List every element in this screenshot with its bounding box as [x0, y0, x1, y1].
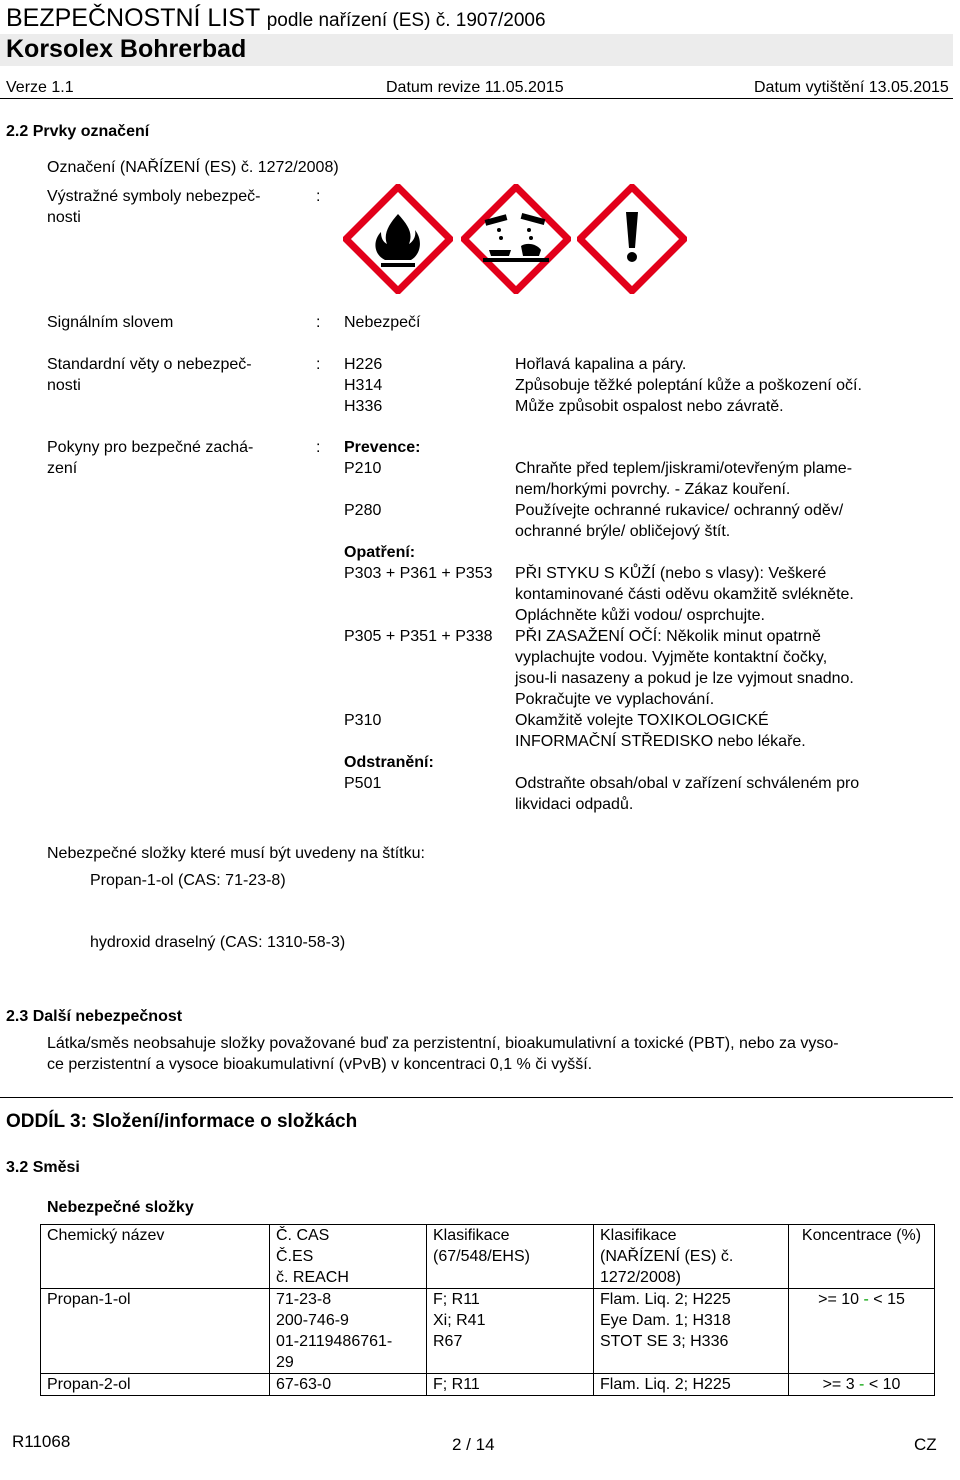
signal-word-label: Signálním slovem [47, 314, 174, 331]
hazard-text: Může způsobit ospalost nebo závratě. [515, 398, 784, 415]
footer-country: CZ [914, 1435, 937, 1454]
cell-text: 29 [276, 1354, 294, 1371]
cell-text: 200-746-9 [276, 1312, 349, 1329]
cell-text: F; R11 [433, 1291, 480, 1308]
p-text: vyplachujte vodou. Vyjměte kontaktní čočky, [515, 649, 828, 666]
header-text: Klasifikace [433, 1227, 510, 1244]
cell-text: Flam. Liq. 2; H225 [600, 1291, 731, 1308]
cell-cls67 [427, 1289, 594, 1374]
p-text: PŘI STYKU S KŮŽÍ (nebo s vlasy): Veškeré [515, 565, 827, 582]
pbt-line: Látka/směs neobsahuje složky považované buď za perzistentní, bioakumulativní a toxické (PBT), nebo za vyso- [47, 1035, 839, 1052]
p-code: P210 [344, 460, 382, 477]
p-code: P303 + P361 + P353 [344, 565, 493, 582]
cell-text: Flam. Liq. 2; H225 [600, 1376, 731, 1393]
print-date: Datum vytištění 13.05.2015 [754, 79, 949, 96]
labelling-subheading: Označení (NAŘÍZENÍ (ES) č. 1272/2008) [47, 159, 339, 176]
p-text: Používejte ochranné rukavice/ ochranný oděv/ [515, 502, 844, 519]
colon: : [316, 356, 321, 373]
header-text: Klasifikace [600, 1227, 677, 1244]
hazard-text: Způsobuje těžké poleptání kůže a poškození očí. [515, 377, 862, 394]
conc-dash: - [859, 1376, 865, 1393]
hazard-code: H314 [344, 377, 383, 394]
p-text: PŘI ZASAŽENÍ OČÍ: Několik minut opatrně [515, 628, 821, 645]
label-components-heading: Nebezpečné složky které musí být uvedeny na štítku: [47, 845, 425, 862]
p-text: Opláchněte kůži vodou/ osprchujte. [515, 607, 765, 624]
pictograms-label [47, 186, 260, 228]
pbt-line: ce perzistentní a vysoce bioakumulativní (vPvB) v koncentraci 0,1 % či vyšší. [47, 1056, 593, 1073]
p-text: Pokračujte ve vyplachování. [515, 691, 715, 708]
hazard-label-line: Standardní věty o nebezpeč- [47, 356, 252, 373]
pictograms-label-line: Výstražné symboly nebezpeč- [47, 188, 261, 205]
cell-text: Xi; R41 [433, 1312, 486, 1329]
section-2-3-heading: 2.3 Další nebezpečnost [6, 1008, 183, 1025]
conc-max: < 15 [873, 1291, 905, 1308]
label-component: hydroxid draselný (CAS: 1310-58-3) [90, 934, 346, 951]
hazard-texts [515, 354, 862, 417]
p-code: P310 [344, 712, 382, 729]
table-heading: Nebezpečné složky [47, 1199, 194, 1216]
p-text: likvidaci odpadů. [515, 796, 634, 813]
table-row [41, 1289, 935, 1374]
p-code: P501 [344, 775, 382, 792]
conc-min: >= 10 [818, 1291, 860, 1308]
product-name: Korsolex Bohrerbad [6, 35, 247, 63]
hazard-codes [344, 354, 382, 417]
cell-text: 01-2119486761- [276, 1333, 393, 1350]
col-ids-header [270, 1225, 427, 1289]
signal-word-value: Nebezpečí [344, 314, 421, 331]
header-text: (NAŘÍZENÍ (ES) č. [600, 1248, 734, 1265]
conc-dash: - [863, 1291, 869, 1308]
p-text: Okamžitě volejte TOXIKOLOGICKÉ [515, 712, 769, 729]
col-cls1272-header [594, 1225, 789, 1289]
cell-text: STOT SE 3; H336 [600, 1333, 729, 1350]
colon: : [316, 439, 321, 456]
regulation-text: podle nařízení (ES) č. 1907/2006 [266, 10, 546, 31]
p-text: ochranné brýle/ obličejový štít. [515, 523, 731, 540]
header-text: 1272/2008) [600, 1269, 681, 1286]
exclamation-icon [577, 184, 687, 294]
colon: : [316, 314, 321, 331]
section-2-2-heading: 2.2 Prvky označení [6, 123, 150, 140]
p-text: Chraňte před teplem/jiskrami/otevřeným plame- [515, 460, 853, 477]
p-text: kontaminované části oděvu okamžitě svlékněte. [515, 586, 854, 603]
conc-min: >= 3 [822, 1376, 855, 1393]
hazard-label-line: nosti [47, 377, 81, 394]
footer-code: R11068 [12, 1432, 71, 1451]
doc-title-text: BEZPEČNOSTNÍ LIST [6, 4, 260, 32]
table-header-row [41, 1225, 935, 1289]
colon: : [316, 188, 321, 205]
cell-text: 71-23-8 [276, 1291, 332, 1308]
precaution-codes [344, 437, 493, 794]
cell-text: Propan-1-ol [47, 1291, 131, 1308]
header-text: č. REACH [276, 1269, 349, 1286]
revision-date: Datum revize 11.05.2015 [386, 79, 564, 96]
cell-cls1272 [594, 1289, 789, 1374]
flame-icon [343, 184, 453, 294]
cell-text: R67 [433, 1333, 463, 1350]
version: Verze 1.1 [6, 79, 74, 96]
pbt-text [47, 1033, 839, 1075]
header-text: Č.ES [276, 1248, 314, 1265]
cell-ids [270, 1289, 427, 1374]
cell-text: F; R11 [433, 1376, 480, 1393]
hazard-code: H226 [344, 356, 383, 373]
cell-text: Eye Dam. 1; H318 [600, 1312, 731, 1329]
document-title [6, 4, 546, 35]
cell-text: 67-63-0 [276, 1376, 332, 1393]
cell-ids [270, 1374, 427, 1396]
p-text: nem/horkými povrchy. - Zákaz kouření. [515, 481, 791, 498]
components-table [40, 1224, 935, 1396]
cell-text: Propan-2-ol [47, 1376, 131, 1393]
p-text: jsou-li nasazeny a pokud je lze vyjmout snadno. [515, 670, 854, 687]
hazard-text: Hořlavá kapalina a páry. [515, 356, 687, 373]
precautionary-label [47, 437, 253, 479]
response-heading: Opatření: [344, 544, 416, 561]
header-text: (67/548/EHS) [433, 1248, 530, 1265]
page-number: 2 / 14 [452, 1435, 495, 1454]
cell-conc [789, 1289, 935, 1374]
label-component: Propan-1-ol (CAS: 71-23-8) [90, 872, 286, 889]
section-3-heading: ODDÍL 3: Složení/informace o složkách [6, 1111, 358, 1132]
section-divider [0, 1097, 953, 1098]
hazard-code: H336 [344, 398, 383, 415]
precaution-label-line: zení [47, 460, 78, 477]
table-row [41, 1374, 935, 1396]
col-name-header [41, 1225, 270, 1289]
disposal-heading: Odstranění: [344, 754, 434, 771]
header-text: Č. CAS [276, 1227, 330, 1244]
prevention-heading: Prevence: [344, 439, 421, 456]
p-text: Odstraňte obsah/obal v zařízení schváleném pro [515, 775, 860, 792]
header-text: Chemický název [47, 1227, 165, 1244]
hazard-statements-label [47, 354, 252, 396]
precaution-texts [515, 437, 859, 815]
cell-cls1272 [594, 1374, 789, 1396]
section-3-2-heading: 3.2 Směsi [6, 1159, 80, 1176]
p-text: INFORMAČNÍ STŘEDISKO nebo lékaře. [515, 733, 806, 750]
col-conc-header [789, 1225, 935, 1289]
cell-name [41, 1289, 270, 1374]
col-cls67-header [427, 1225, 594, 1289]
header-text: Koncentrace (%) [801, 1227, 922, 1244]
conc-max: < 10 [868, 1376, 901, 1393]
cell-cls67 [427, 1374, 594, 1396]
header-divider [0, 98, 953, 99]
cell-conc [789, 1374, 935, 1396]
p-code: P305 + P351 + P338 [344, 628, 493, 645]
cell-name [41, 1374, 270, 1396]
pictograms-label-line: nosti [47, 209, 81, 226]
corrosion-icon [461, 184, 571, 294]
p-code: P280 [344, 502, 382, 519]
precaution-label-line: Pokyny pro bezpečné zachá- [47, 439, 254, 456]
